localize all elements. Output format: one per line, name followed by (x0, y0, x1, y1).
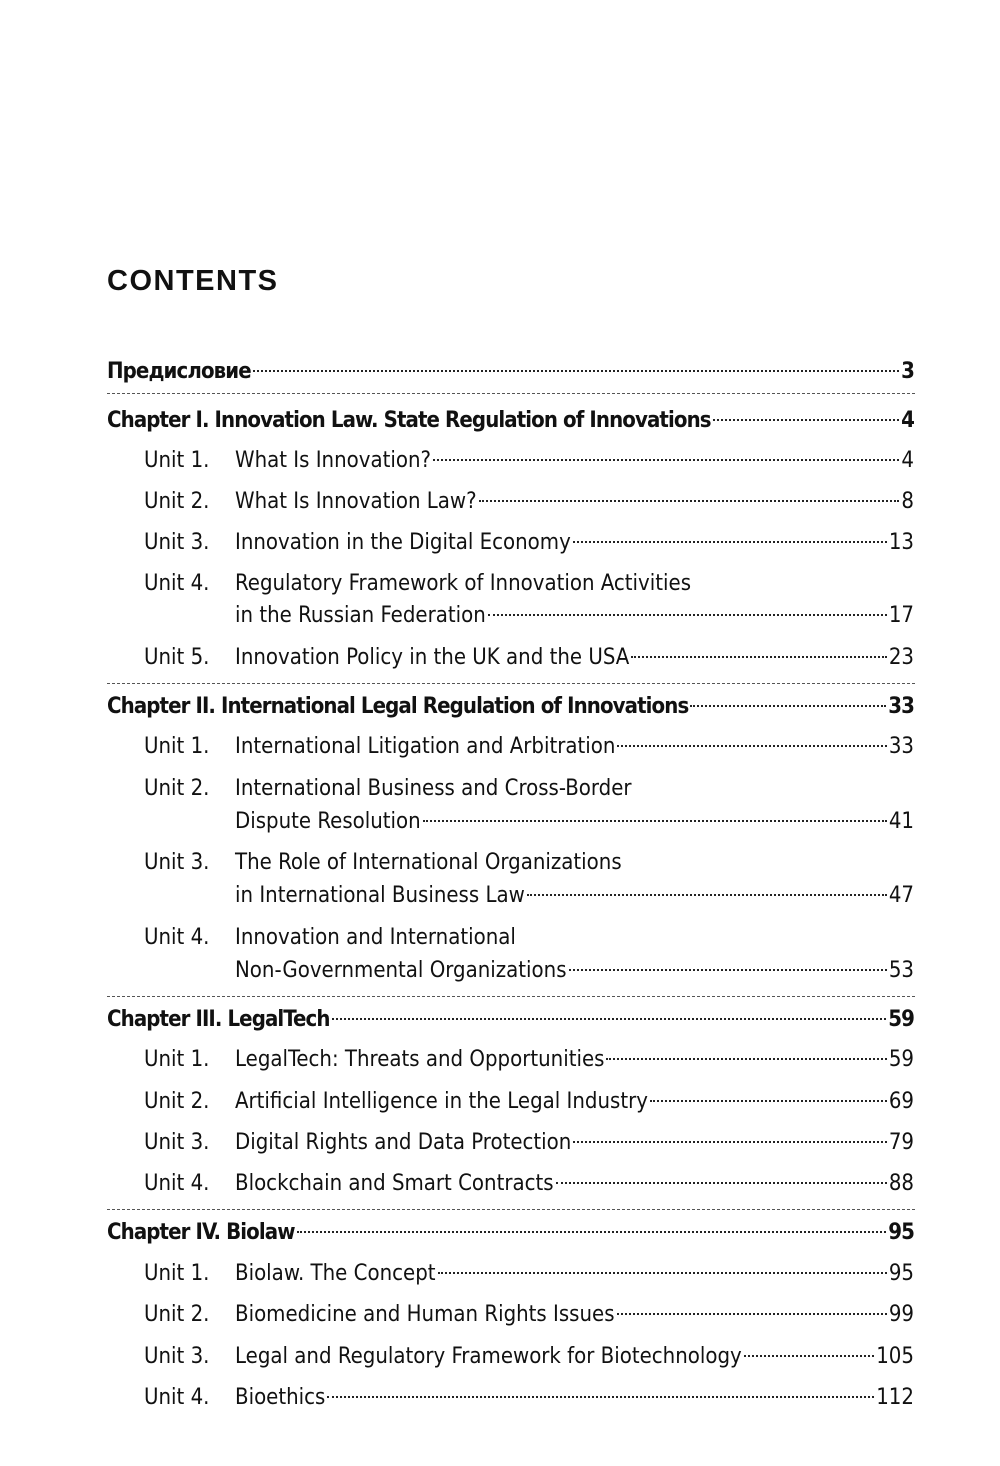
unit-title: Bioethics (235, 1385, 326, 1410)
chapter-title: Chapter II. International Legal Regulation of Innovations (107, 694, 689, 719)
unit-label: Unit 2. (144, 776, 210, 801)
dot-leader (433, 459, 899, 461)
dot-leader (479, 500, 900, 502)
page-number: 99 (888, 1302, 914, 1327)
page-number: 47 (888, 883, 914, 908)
page-number: 79 (888, 1130, 914, 1155)
unit-label: Unit 4. (144, 925, 210, 950)
unit-label: Unit 1. (144, 1047, 210, 1072)
unit-title: International Litigation and Arbitration (235, 734, 616, 759)
unit-title: LegalTech: Threats and Opportunities (235, 1047, 605, 1072)
unit-row (235, 1299, 914, 1331)
dot-leader (631, 656, 886, 658)
unit-label: Unit 3. (144, 1130, 210, 1155)
page-number: 95 (888, 1261, 914, 1286)
unit-label: Unit 2. (144, 1089, 210, 1114)
unit-title-line: International Business and Cross-Border (235, 776, 632, 801)
chapter-row (107, 1217, 914, 1249)
dot-leader (332, 1018, 887, 1020)
unit-label: Unit 1. (144, 734, 210, 759)
contents-title: CONTENTS (107, 265, 279, 297)
page-number: 88 (888, 1171, 914, 1196)
unit-label: Unit 4. (144, 1385, 210, 1410)
dot-leader (327, 1396, 874, 1398)
page-number: 112 (876, 1385, 914, 1410)
dot-leader (713, 419, 899, 421)
dot-leader (650, 1100, 887, 1102)
unit-row (235, 642, 914, 674)
page-number: 33 (888, 734, 914, 759)
unit-title: Biolaw. The Concept (235, 1261, 436, 1286)
page-number: 33 (888, 694, 914, 719)
dot-leader (569, 969, 887, 971)
dot-leader (556, 1182, 887, 1184)
unit-row (235, 486, 914, 518)
unit-row (235, 527, 914, 559)
page-number: 4 (901, 448, 914, 473)
unit-title: in the Russian Federation (235, 603, 486, 628)
chapter-row (107, 691, 914, 723)
unit-row (235, 600, 914, 632)
unit-label: Unit 3. (144, 1344, 210, 1369)
chapter-title: Chapter I. Innovation Law. State Regulation of Innovations (107, 408, 711, 433)
page-number: 59 (888, 1047, 914, 1072)
unit-row (235, 1382, 914, 1414)
unit-row (235, 1086, 914, 1118)
unit-row (235, 1127, 914, 1159)
unit-label: Unit 4. (144, 571, 210, 596)
unit-label: Unit 2. (144, 1302, 210, 1327)
unit-title: Artificial Intelligence in the Legal Industry (235, 1089, 648, 1114)
unit-title: What Is Innovation Law? (235, 489, 477, 514)
unit-label: Unit 1. (144, 448, 210, 473)
unit-label: Unit 4. (144, 1171, 210, 1196)
dot-leader (438, 1272, 887, 1274)
divider (107, 1209, 915, 1210)
unit-title: Legal and Regulatory Framework for Biotechnology (235, 1344, 742, 1369)
unit-title: Innovation Policy in the UK and the USA (235, 645, 630, 670)
dot-leader (488, 614, 887, 616)
unit-row (235, 1258, 914, 1290)
unit-row (235, 1168, 914, 1200)
unit-title: What Is Innovation? (235, 448, 432, 473)
dot-leader (423, 820, 887, 822)
unit-title-line: The Role of International Organizations (235, 850, 622, 875)
page-number: 23 (888, 645, 914, 670)
page-number: 4 (901, 408, 914, 433)
unit-title: Innovation in the Digital Economy (235, 530, 571, 555)
unit-title: Digital Rights and Data Protection (235, 1130, 572, 1155)
dot-leader (573, 1141, 887, 1143)
unit-label: Unit 3. (144, 850, 210, 875)
chapter-title: Chapter III. LegalTech (107, 1007, 330, 1032)
dot-leader (253, 370, 899, 372)
dot-leader (527, 894, 887, 896)
dot-leader (617, 745, 886, 747)
page-number: 3 (901, 359, 914, 384)
chapter-row (107, 405, 914, 437)
unit-title-line: Innovation and International (235, 925, 516, 950)
unit-label: Unit 5. (144, 645, 210, 670)
unit-row (235, 955, 914, 987)
page-number: 105 (876, 1344, 914, 1369)
chapter-title: Chapter IV. Biolaw (107, 1220, 295, 1245)
unit-title-line: Regulatory Framework of Innovation Activities (235, 571, 692, 596)
dot-leader (690, 705, 886, 707)
unit-row (235, 445, 914, 477)
page-number: 53 (888, 958, 914, 983)
dot-leader (744, 1355, 874, 1357)
page-number: 8 (901, 489, 914, 514)
page-number: 95 (888, 1220, 914, 1245)
dot-leader (606, 1058, 886, 1060)
dot-leader (573, 541, 887, 543)
divider (107, 996, 915, 997)
page-number: 17 (888, 603, 914, 628)
page-number: 41 (888, 809, 914, 834)
unit-row (235, 1044, 914, 1076)
page-number: 69 (888, 1089, 914, 1114)
unit-title: Blockchain and Smart Contracts (235, 1171, 554, 1196)
preface-title: Предисловие (107, 359, 251, 384)
page-number: 13 (888, 530, 914, 555)
unit-title: Non-Governmental Organizations (235, 958, 567, 983)
unit-label: Unit 1. (144, 1261, 210, 1286)
unit-title: Dispute Resolution (235, 809, 421, 834)
dot-leader (297, 1231, 887, 1233)
chapter-row (107, 1004, 914, 1036)
unit-label: Unit 3. (144, 530, 210, 555)
divider (107, 683, 915, 684)
unit-row (235, 731, 914, 763)
unit-title: Biomedicine and Human Rights Issues (235, 1302, 615, 1327)
dot-leader (617, 1313, 887, 1315)
unit-row (235, 1341, 914, 1373)
page-number: 59 (888, 1007, 914, 1032)
unit-title: in International Business Law (235, 883, 525, 908)
unit-row (235, 880, 914, 912)
divider (107, 393, 915, 394)
unit-label: Unit 2. (144, 489, 210, 514)
unit-row (235, 806, 914, 838)
